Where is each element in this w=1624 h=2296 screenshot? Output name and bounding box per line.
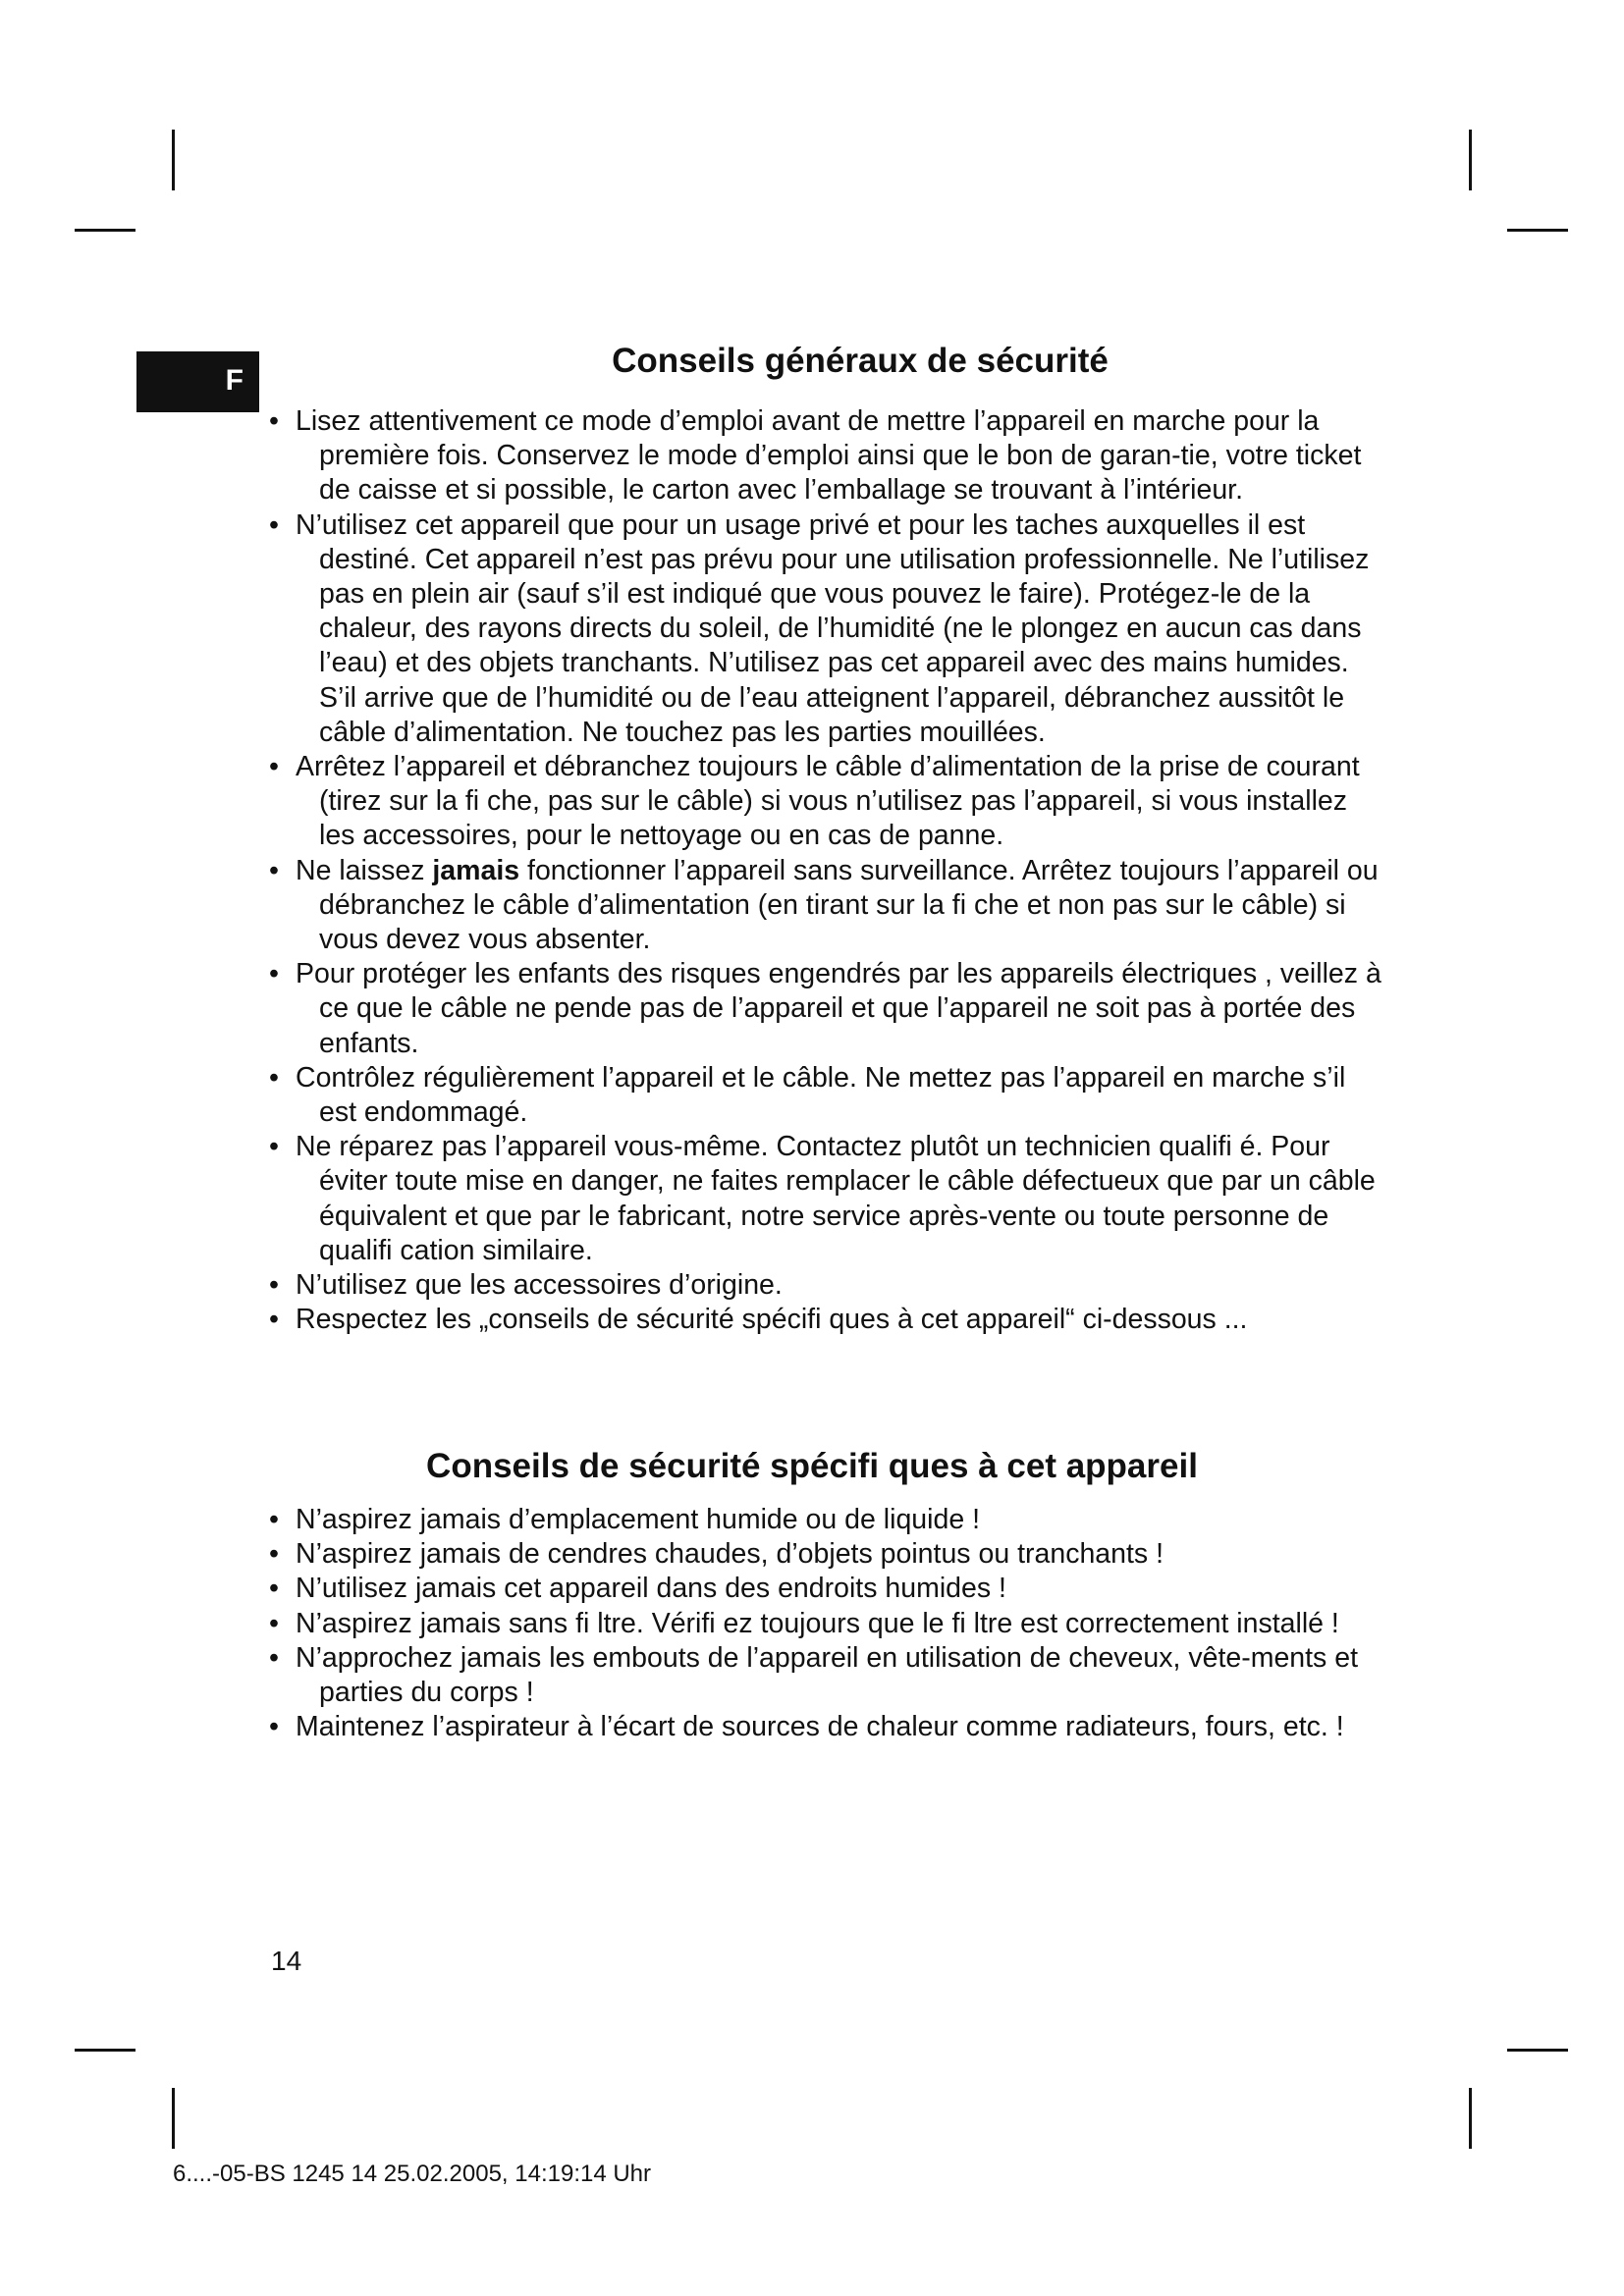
list-item: • Respectez les „conseils de sécurité spécifi ques à cet appareil“ ci-dessous ... [265, 1303, 1384, 1337]
list-item: • Pour protéger les enfants des risques engendrés par les appareils électriques , veillez à ce que le câble ne pende pas de l’appareil et que l’appareil ne soit pas à portée des enfants. [265, 957, 1384, 1061]
list-item: • Contrôlez régulièrement l’appareil et le câble. Ne mettez pas l’appareil en marche s’il est endommagé. [265, 1061, 1384, 1130]
list-item: • N’utilisez jamais cet appareil dans des endroits humides ! [265, 1572, 1384, 1606]
list-item [265, 854, 1384, 958]
section-device-safety-title: Conseils de sécurité spécifi ques à cet appareil [426, 1447, 1198, 1485]
list-item-text: Ne laissez [296, 854, 433, 886]
device-safety-list [265, 1503, 1384, 1744]
list-item: • Arrêtez l’appareil et débranchez toujours le câble d’alimentation de la prise de courant (tirez sur la fi che, pas sur le câble) si vous n’utilisez pas l’appareil, si vous installez les accessoires, pour le nettoyage ou en cas de panne. [265, 750, 1384, 854]
list-item-text: fonctionner l’appareil sans surveillance. Arrêtez toujours l’appareil ou débranchez le câble d’alimentation (en tirant sur la fi che et non pas sur le câble) si vous devez vous absenter. [319, 854, 1379, 956]
general-safety-list [265, 404, 1384, 1337]
language-tab-label: F [225, 364, 244, 397]
list-item-emphasis: jamais [432, 854, 520, 886]
crop-mark-top-right-vertical [1469, 130, 1472, 190]
page-number: 14 [271, 1946, 302, 1976]
crop-mark-bottom-left-vertical [172, 2088, 175, 2149]
list-item: • N’aspirez jamais sans fi ltre. Vérifi ez toujours que le fi ltre est correctement installé ! [265, 1607, 1384, 1641]
list-item: • N’utilisez cet appareil que pour un usage privé et pour les taches auxquelles il est destiné. Cet appareil n’est pas prévu pour une utilisation professionnelle. Ne l’utilisez pas en plein air (sauf s’il est indiqué que vous pouvez le faire). Protégez-le de la chaleur, des rayons directs du soleil, de l’humidité (ne le plongez en aucun cas dans l’eau) et des objets tranchants. N’utilisez pas cet appareil avec des mains humides. S’il arrive que de l’humidité ou de l’eau atteignent l’appareil, débranchez aussitôt le câble d’alimentation. Ne touchez pas les parties mouillées. [265, 508, 1384, 750]
list-item: • N’aspirez jamais de cendres chaudes, d’objets pointus ou tranchants ! [265, 1537, 1384, 1572]
crop-mark-bottom-right-vertical [1469, 2088, 1472, 2149]
list-item: • N’utilisez que les accessoires d’origine. [265, 1268, 1384, 1303]
list-item: • Lisez attentivement ce mode d’emploi avant de mettre l’appareil en marche pour la première fois. Conservez le mode d’emploi ainsi que le bon de garan-tie, votre ticket de caisse et si possible, le carton avec l’emballage se trouvant à l’intérieur. [265, 404, 1384, 508]
list-item: • N’aspirez jamais d’emplacement humide ou de liquide ! [265, 1503, 1384, 1537]
crop-mark-bottom-right-horizontal [1507, 2049, 1568, 2052]
print-info-line: 6....-05-BS 1245 14 25.02.2005, 14:19:14 Uhr [173, 2161, 652, 2187]
crop-mark-top-right-horizontal [1507, 229, 1568, 232]
crop-mark-top-left-horizontal [75, 229, 135, 232]
list-item: • Maintenez l’aspirateur à l’écart de sources de chaleur comme radiateurs, fours, etc. ! [265, 1710, 1384, 1744]
list-item: • N’approchez jamais les embouts de l’appareil en utilisation de cheveux, vête-ments et parties du corps ! [265, 1641, 1384, 1710]
section-general-safety-title: Conseils généraux de sécurité [612, 342, 1109, 380]
list-item: • Ne réparez pas l’appareil vous-même. Contactez plutôt un technicien qualifi é. Pour éviter toute mise en danger, ne faites remplacer le câble défectueux que par un câble équivalent et que par le fabricant, notre service après-vente ou toute personne de qualifi cation similaire. [265, 1130, 1384, 1268]
crop-mark-bottom-left-horizontal [75, 2049, 135, 2052]
crop-mark-top-left-vertical [172, 130, 175, 190]
